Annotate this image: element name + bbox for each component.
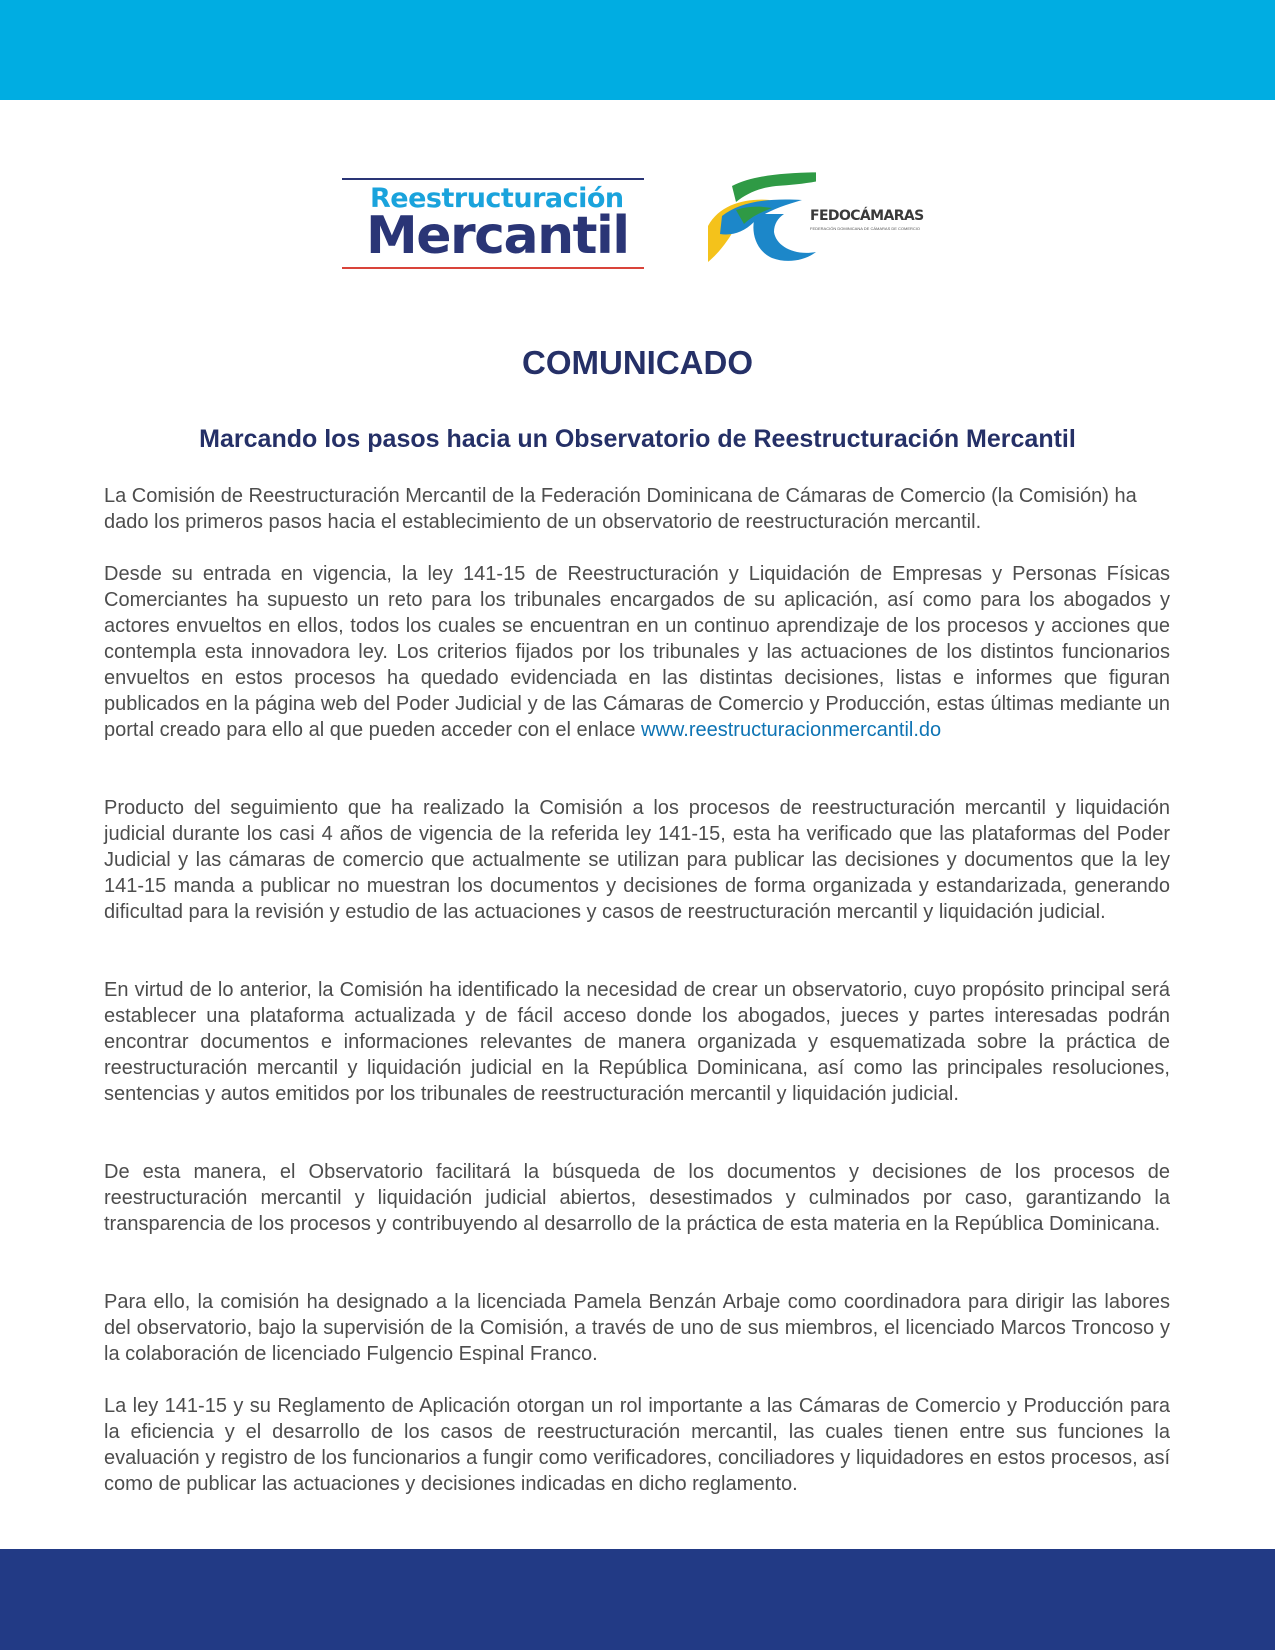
logo-line-mercantil: Mercantil bbox=[366, 206, 629, 266]
logo-top-rule bbox=[342, 178, 644, 180]
paragraph-ley-text: Desde su entrada en vigencia, la ley 141-15 de Reestructuración y Liquidación de Empresas y Personas Físicas Comerciantes ha supuesto un reto para los tribunales encargados de su aplicación, así como para los abogados y actores envueltos en ellos, todos los cuales se encuentran en un continuo aprendizaje de los procesos y acciones que contempla esta innovadora ley. Los criterios fijados por los tribunales y las actuaciones de los distintos funcionarios envueltos en estos procesos ha quedado evidenciada en las distintas decisiones, listas e informes que figuran publicados en la página web del Poder Judicial y de las Cámaras de Comercio y Producción, estas últimas mediante un portal creado para ello al que pueden acceder con el enlace bbox=[104, 563, 1170, 741]
paragraph-reglamento-text: La ley 141-15 y su Reglamento de Aplicación otorgan un rol importante a las Cámaras de Comercio y Producción para la eficiencia y el desarrollo de los casos de reestructuración mercantil, las cuales tienen entre sus funciones la evaluación y registro de los funcionarios a fungir como verificadores, conciliadores y liquidadores en estos procesos, así como de publicar las actuaciones y decisiones indicadas en dicho reglamento. bbox=[104, 1395, 1170, 1495]
document-subtitle: Marcando los pasos hacia un Observatorio de Reestructuración Mercantil bbox=[199, 425, 1076, 453]
top-color-band bbox=[0, 0, 1275, 100]
fedocamaras-emblem-icon bbox=[706, 170, 816, 270]
paragraph-intro bbox=[104, 483, 1170, 535]
bottom-color-band bbox=[0, 1549, 1275, 1650]
fedocamaras-wordmark: FEDOCÁMARAS bbox=[810, 208, 924, 224]
paragraph-seguimiento bbox=[104, 795, 1170, 925]
document-title: COMUNICADO bbox=[522, 344, 753, 381]
logo-line-reestructuracion: Reestructuración bbox=[370, 183, 624, 214]
paragraph-coordinadora-text: Para ello, la comisión ha designado a la licenciada Pamela Benzán Arbaje como coordinadora para dirigir las labores del observatorio, bajo la supervisión de la Comisión, a través de uno de sus miembros, el licenciado Marcos Troncoso y la colaboración de licenciado Fulgencio Espinal Franco. bbox=[104, 1291, 1170, 1365]
fedocamaras-logo bbox=[706, 170, 936, 270]
paragraph-observatorio-text: En virtud de lo anterior, la Comisión ha identificado la necesidad de crear un observatorio, cuyo propósito principal será establecer una plataforma actualizada y de fácil acceso donde los abogados, jueces y partes interesadas podrán encontrar documentos e informaciones relevantes de manera organizada y esquematizada sobre la práctica de reestructuración mercantil y liquidación judicial en la República Dominicana, así como las principales resoluciones, sentencias y autos emitidos por los tribunales de reestructuración mercantil y liquidación judicial. bbox=[104, 979, 1170, 1105]
reestructuracion-website-link[interactable]: www.reestructuracionmercantil.do bbox=[641, 719, 942, 741]
fedocamaras-tagline: FEDERACIÓN DOMINICANA DE CÁMARAS DE COMERCIO bbox=[810, 226, 921, 231]
paragraph-coordinadora bbox=[104, 1289, 1170, 1367]
paragraph-reglamento bbox=[104, 1393, 1170, 1497]
paragraph-observatorio bbox=[104, 977, 1170, 1107]
paragraph-ley-141-15 bbox=[104, 561, 1170, 743]
paragraph-seguimiento-text: Producto del seguimiento que ha realizado la Comisión a los procesos de reestructuración mercantil y liquidación judicial durante los casi 4 años de vigencia de la referida ley 141-15, esta ha verificado que las plataformas del Poder Judicial y las cámaras de comercio que actualmente se utilizan para publicar las decisiones y documentos que la ley 141-15 manda a publicar no muestran los documentos y decisiones de forma organizada y estandarizada, generando dificultad para la revisión y estudio de las actuaciones y casos de reestructuración mercantil y liquidación judicial. bbox=[104, 797, 1170, 923]
reestructuracion-mercantil-logo bbox=[342, 176, 644, 272]
paragraph-facilitara-text: De esta manera, el Observatorio facilitará la búsqueda de los documentos y decisiones de los procesos de reestructuración mercantil y liquidación judicial abiertos, desestimados y culminados por caso, garantizando la transparencia de los procesos y contribuyendo al desarrollo de la práctica de esta materia en la República Dominicana. bbox=[104, 1161, 1170, 1235]
logo-bottom-rule bbox=[342, 267, 644, 269]
paragraph-facilitara bbox=[104, 1159, 1170, 1237]
paragraph-intro-text: La Comisión de Reestructuración Mercantil de la Federación Dominicana de Cámaras de Comercio (la Comisión) ha dado los primeros pasos hacia el establecimiento de un observatorio de reestructuración mercantil. bbox=[104, 485, 1137, 533]
